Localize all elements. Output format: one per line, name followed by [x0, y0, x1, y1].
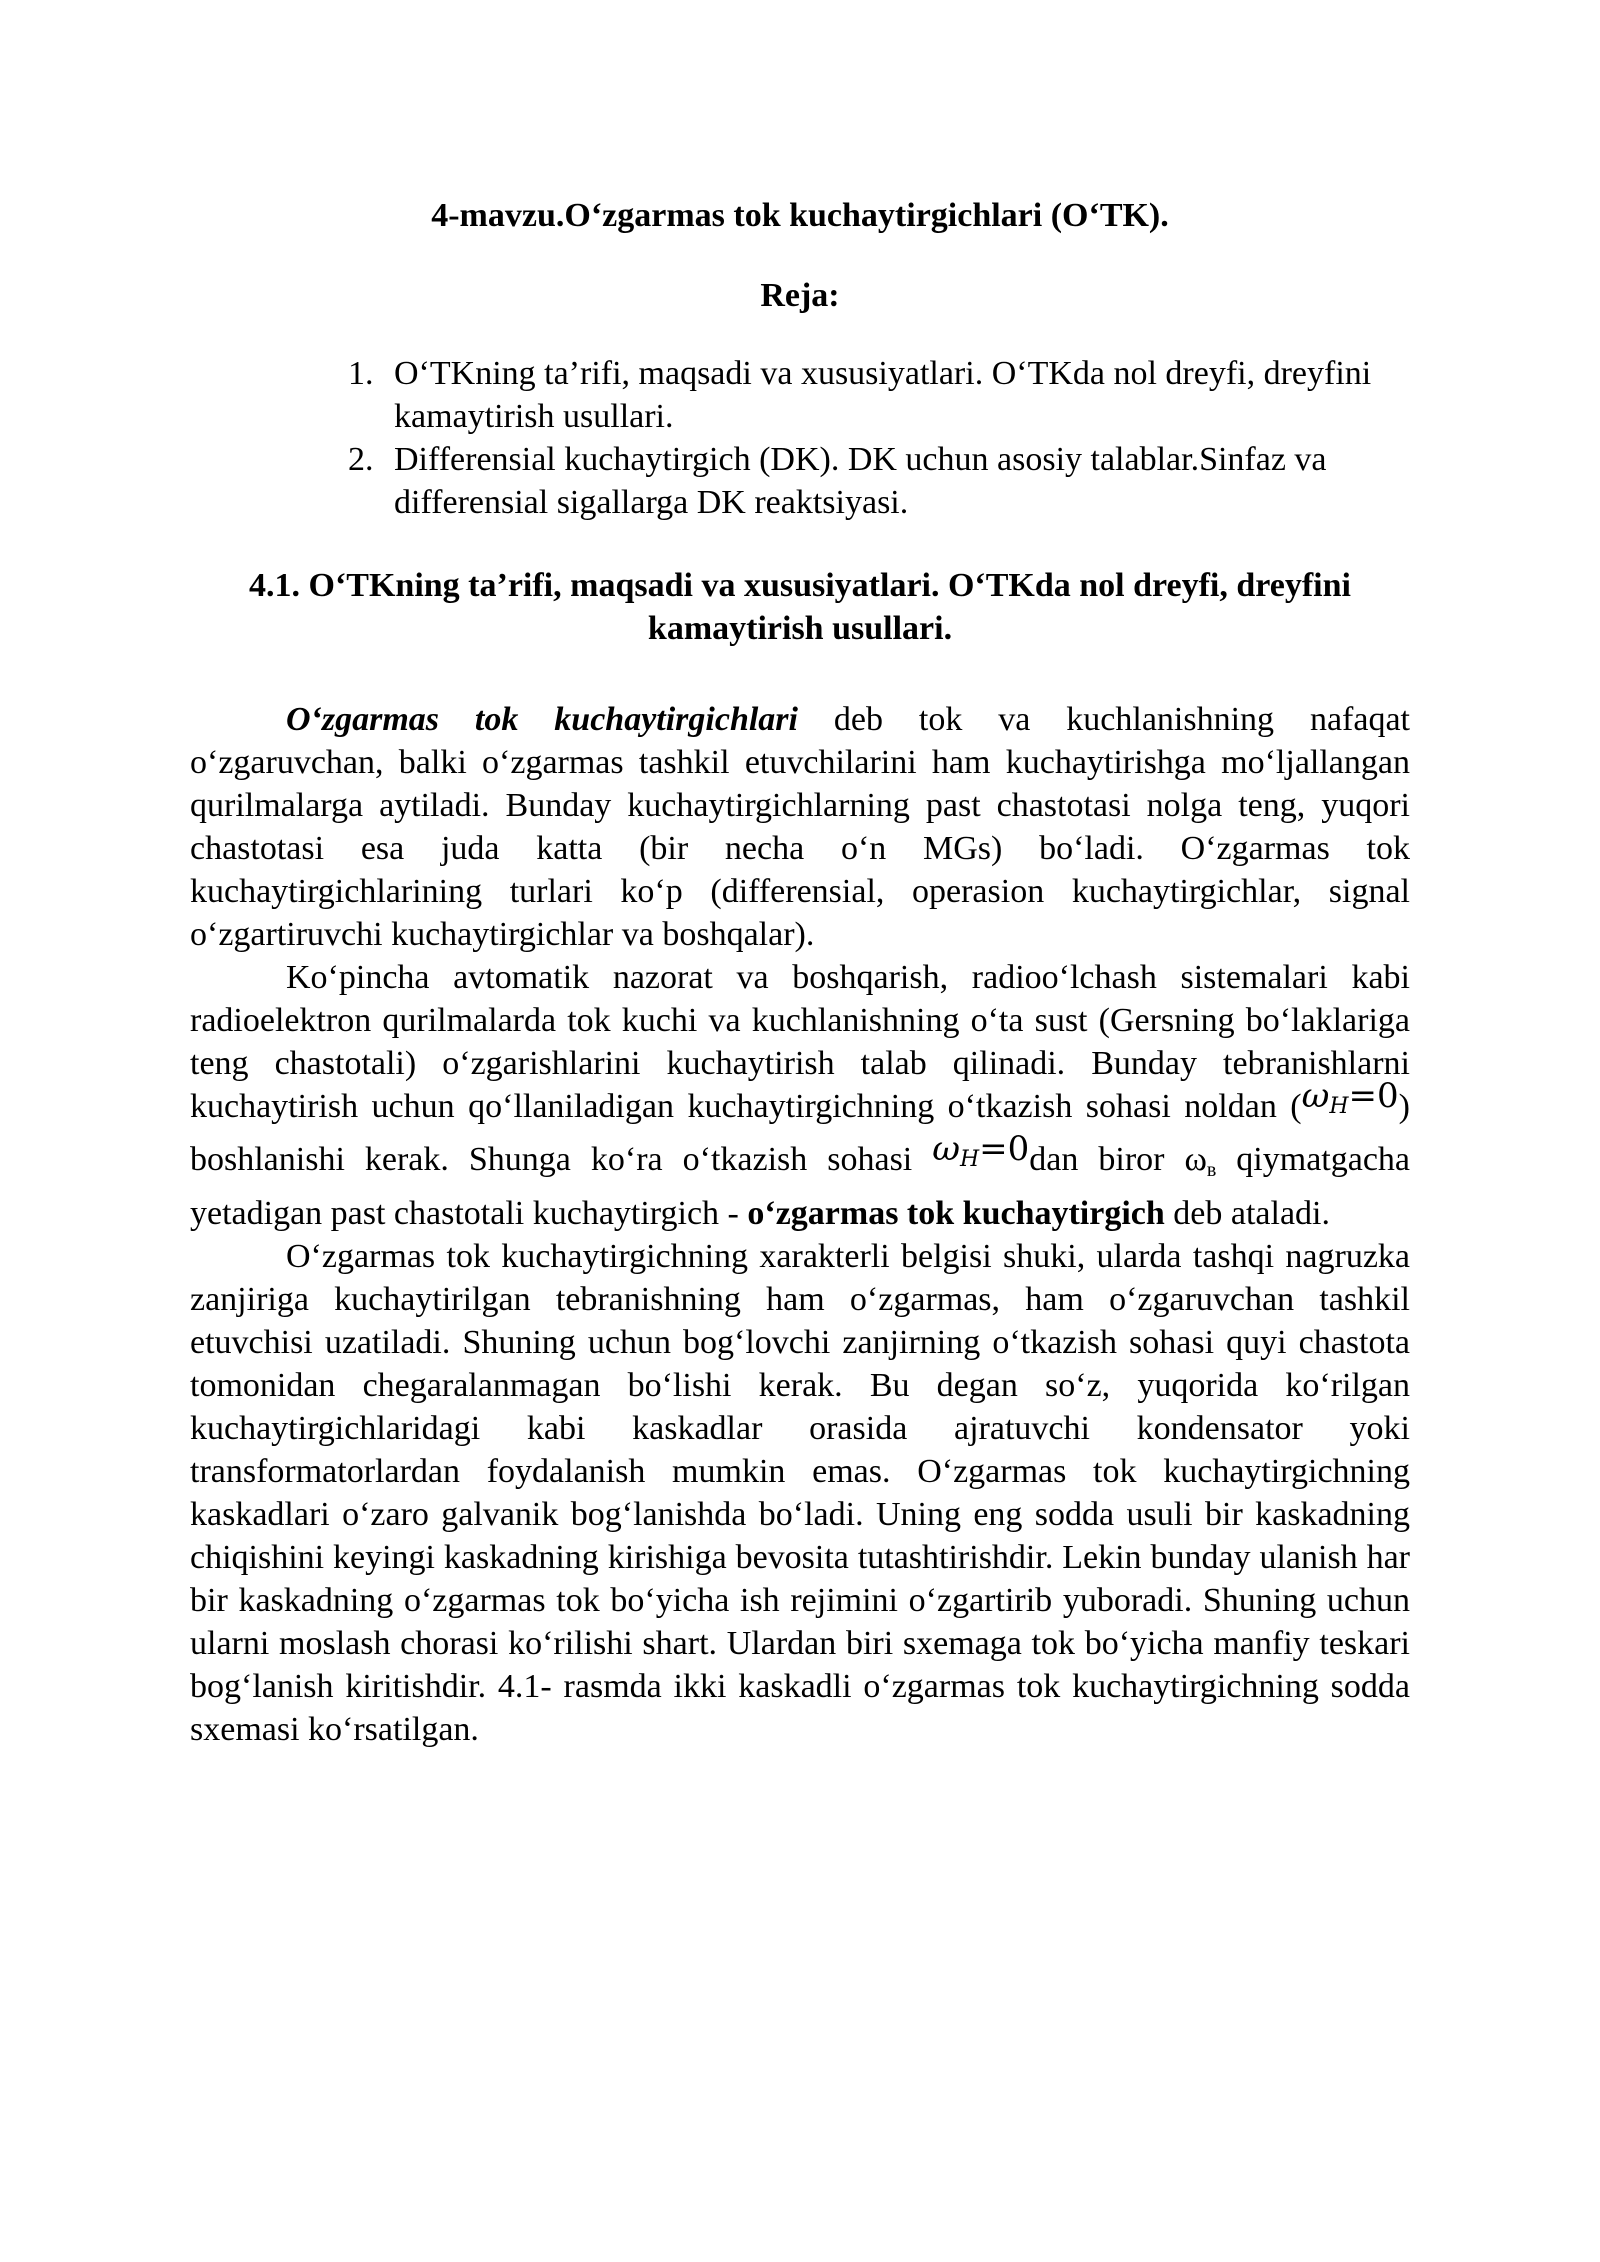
plan-heading: Reja:: [760, 277, 840, 314]
equals-zero: =0: [1348, 1076, 1399, 1116]
defined-term: o‘zgarmas tok kuchaytirgich: [747, 1195, 1165, 1232]
page-content: [190, 190, 1410, 1751]
paragraph-text: Ko‘pincha avtomatik nazorat va boshqarish, radioo‘lchash sistemalari kabi radioelektron qurilmalarda tok kuchi va kuchlanishning o‘ta sust (Gersning bo‘laklariga teng chastotali) o‘zgarishlarini kuchaytirish talab qilinadi. Bunday tebranishlarni kuchaytirish uchun qo‘llaniladigan kuchaytirgichning o‘tkazish sohasi noldan (: [190, 959, 1410, 1125]
section-title: 4.1. O‘TKning ta’rifi, maqsadi va xususiyatlari. O‘TKda nol dreyfi, dreyfini kamaytirish usullari.: [249, 567, 1351, 647]
omega-symbol: ω: [932, 1129, 960, 1169]
paragraph-text: ) boshlanishi kerak. Shunga ko‘ra o‘tkazish sohasi: [190, 1088, 1410, 1178]
equals-zero: =0: [979, 1129, 1030, 1169]
paragraph-text: qiymatgacha yetadigan past chastotali kuchaytirgich -: [190, 1141, 1411, 1232]
omega-h-formula: [1301, 1076, 1399, 1119]
paragraph-definition: [190, 698, 1410, 956]
subscript-v: в: [1206, 1159, 1217, 1181]
paragraph-bandwidth: [190, 956, 1410, 1235]
subscript-h: H: [1329, 1094, 1349, 1119]
defined-term: O‘zgarmas tok kuchaytirgichlari: [286, 701, 798, 738]
plan-item: 1. O‘TKning ta’rifi, maqsadi va xususiyatlari. O‘TKda nol dreyfi, dreyfini kamaytirish usullari.: [382, 352, 1392, 438]
subscript-h: H: [959, 1147, 980, 1172]
paragraph-characteristics: O‘zgarmas tok kuchaytirgichning xarakterli belgisi shuki, ularda tashqi nagruzka zanjiriga kuchaytirilgan tebranishning ham o‘zgarmas, ham o‘zgaruvchan tashkil etuvchisi uzatiladi. Shuning uchun bog‘lovchi zanjirning o‘tkazish sohasi quyi chastota tomonidan chegaralanmagan bo‘lishi kerak. Bu degan so‘z, yuqorida ko‘rilgan kuchaytirgichlaridagi kabi kaskadlar orasida ajratuvchi kondensator yoki transformatorlardan foydalanish mumkin emas. O‘zgarmas tok kuchaytirgichning kaskadlari o‘zaro galvanik bog‘lanishda bo‘ladi. Uning eng sodda usuli bir kaskadning chiqishini keyingi kaskadning kirishiga bevosita tutashtirishdir. Lekin bunday ulanish har bir kaskadning o‘zgarmas tok bo‘yicha ish rejimini o‘zgartirib yuboradi. Shuning uchun ularni moslash chorasi ko‘rilishi shart. Ulardan biri sxemaga tok bo‘yicha manfiy teskari bog‘lanish kiritishdir. 4.1- rasmda ikki kaskadli o‘zgarmas tok kuchaytirgichning sodda sxemasi ko‘rsatilgan.: [190, 1238, 1410, 1748]
plan-item: 2. Differensial kuchaytirgich (DK). DK uchun asosiy talablar.Sinfaz va differensial sigallarga DK reaktsiyasi.: [382, 438, 1392, 524]
paragraph-text: dan biror ω: [1029, 1141, 1207, 1178]
omega-symbol: ω: [1301, 1076, 1330, 1116]
omega-h-formula: [932, 1129, 1030, 1172]
document-title: 4-mavzu.O‘zgarmas tok kuchaytirgichlari (O‘TK).: [431, 197, 1169, 234]
paragraph-text: deb tok va kuchlanishning nafaqat o‘zgaruvchan, balki o‘zgarmas tashkil etuvchilarini ham kuchaytirishga mo‘ljallangan qurilmalarga aytiladi. Bunday kuchaytirgichlarning past chastotasi nolga teng, yuqori chastotasi esa juda katta (bir necha o‘n MGs) bo‘ladi. O‘zgarmas tok kuchaytirgichlarining turlari ko‘p (differensial, operasion kuchaytirgichlar, signal o‘zgartiruvchi kuchaytirgichlar va boshqalar).: [190, 701, 1410, 953]
paragraph-text: deb ataladi.: [1164, 1195, 1330, 1232]
plan-list: [190, 352, 1392, 524]
